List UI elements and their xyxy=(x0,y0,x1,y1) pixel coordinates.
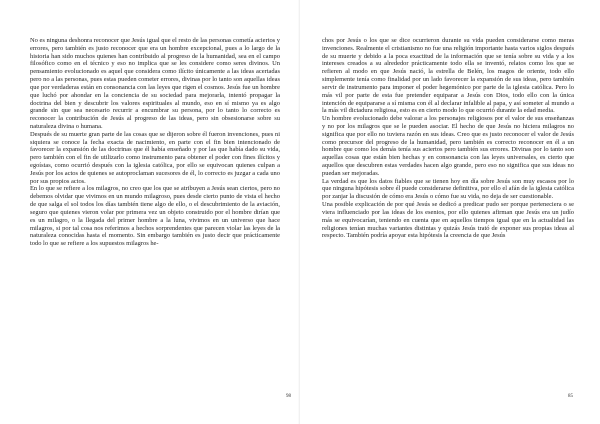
page-number: 98 xyxy=(286,394,291,399)
paragraph: Una posible explicación de por qué Jesús se dedicó a predicar pudo ser porque perteneciera o se viera influenciado por las ideas de los esenios, por ello quienes afirman que Jesús era un judío más se equivocarían, teniendo en cuenta que en aquellos tiempos igual que en la actualidad las religiones tenían muchas variantes distintas y quizás Jesús trató de exponer sus propias ideas al respecto. También podría apoyar esta hipótesis la creencia de que Jesús xyxy=(322,201,574,240)
right-text-column xyxy=(322,37,574,391)
paragraph: No es ninguna deshonra reconocer que Jesús igual que el resto de las personas cometía aciertos y errores, pero también es justo reconocer que era un hombre excepcional, pues a lo largo de la historia han sido muchos quienes han contribuido al progreso de la humanidad, sea en el campo filosófico como en el técnico y eso no implica que se les considere como seres divinos. Un pensamiento evolucionado es aquel que considera como ilícito únicamente a las ideas acertadas pero no a las personas, pues estas pueden cometer errores, divinas por lo tanto son aquellas ideas que por verdaderas están en consonancia con las leyes que rigen el cosmos. Jesús fue un hombre que luchó por ahondar en la conciencia de su sociedad para mejorarla, intentó propagar la doctrina del bien y descubrir los valores espirituales al mundo, eso en sí mismo ya es algo grande sin que sea necesario recurrir a encumbrar su persona, por lo tanto lo correcto es reconocer la contribución de Jesús al progreso de las ideas, pero sin obsesionarse sobre su naturaleza divina o humana. xyxy=(30,37,280,130)
right-page xyxy=(300,0,600,424)
page-number: 85 xyxy=(568,394,573,399)
paragraph: Después de su muerte gran parte de las cosas que se dijeron sobre él fueron invenciones, pues ni siquiera se conoce la fecha exacta de nacimiento, en parte con el fin bien intencionado de favorecer la expansión de las doctrinas que él había enseñado y por las que había dado su vida, pero también con el fin de utilizarlo como instrumento para obtener el poder con fines ilícitos y egoístas, como ocurrió después con la iglesia católica, por ello se equivocan quienes culpan a Jesús por los actos de quienes se autoproclaman sucesores de él, lo correcto es juzgar a cada uno por sus propios actos. xyxy=(30,130,280,185)
left-text-column xyxy=(30,37,280,391)
paragraph: chos por Jesús o los que se dice ocurrieron durante su vida pueden considerarse como meras invenciones. Realmente el cristianismo no fue una religión importante hasta varios siglos después de su muerte y debido a la poca exactitud de la información que se tenía sobre su vida y a los intereses creados a su alrededor prácticamente todo ella se inventó, relatos como los que se refieren al modo en que Jesús nació, la estrella de Belén, los magos de oriente, todo ello simplemente tenía como finalidad por un lado favorecer la expansión de sus ideas, pero también servir de instrumento para imponer el poder hegemónico por parte de la iglesia católica. Pero lo más vil por parte de esta fue pretender equiparar a Jesús con Dios, todo ello con la única intención de equipararse a sí misma con él al declarar infalible al papa, y así someter al mundo a la más vil dictadura religiosa, esto es en cierto modo lo que ocurrió durante la edad media. xyxy=(322,37,574,115)
paragraph: Un hombre evolucionado debe valorar a los personajes religiosos por el valor de sus enseñanzas y no por los milagros que se le pueden asociar. El hecho de que Jesús no hiciera milagros no significa que por ello no tuviera razón en sus ideas. Creo que es justo reconocer el valor de Jesús como precursor del progreso de la humanidad, pero también es correcto reconocer en él a un hombre que como los demás tenía sus aciertos pero también sus errores. Divinas por lo tanto son aquellas cosas que están bien hechas y en consonancia con las leyes universales, es cierto que aquellos que descubren estas verdades hacen algo grande, pero eso no significa que sus ideas no puedan ser mejoradas. xyxy=(322,115,574,177)
paragraph: En lo que se refiere a los milagros, no creo que los que se atribuyen a Jesús sean ciertos, pero no debemos olvidar que vivimos en un mundo milagroso, pues desde cierto punto de vista el hecho de que salga el sol todos los días también tiene algo de ello, o el descubrimiento de la aviación, seguro que quienes vieron volar por primera vez un objeto construido por el hombre dirían que es un milagro, o la llegada del primer hombre a la luna, vivimos en un universo que hace milagros, si por tal cosa nos referimos a hechos sorprendentes que parecen violar las leyes de la naturaleza conocidas hasta el momento. Sin embargo también es justo decir que prácticamente todo lo que se refiere a los supuestos milagros he- xyxy=(30,185,280,248)
paragraph: La verdad es que los datos fiables que se tienen hoy en día sobre Jesús son muy escasos por lo que ninguna hipótesis sobre él puede considerarse definitiva, por ello el afán de la iglesia católica por zanjar la discusión de cómo era Jesús o cómo fue su vida, no deja de ser cuestionable. xyxy=(322,177,574,201)
